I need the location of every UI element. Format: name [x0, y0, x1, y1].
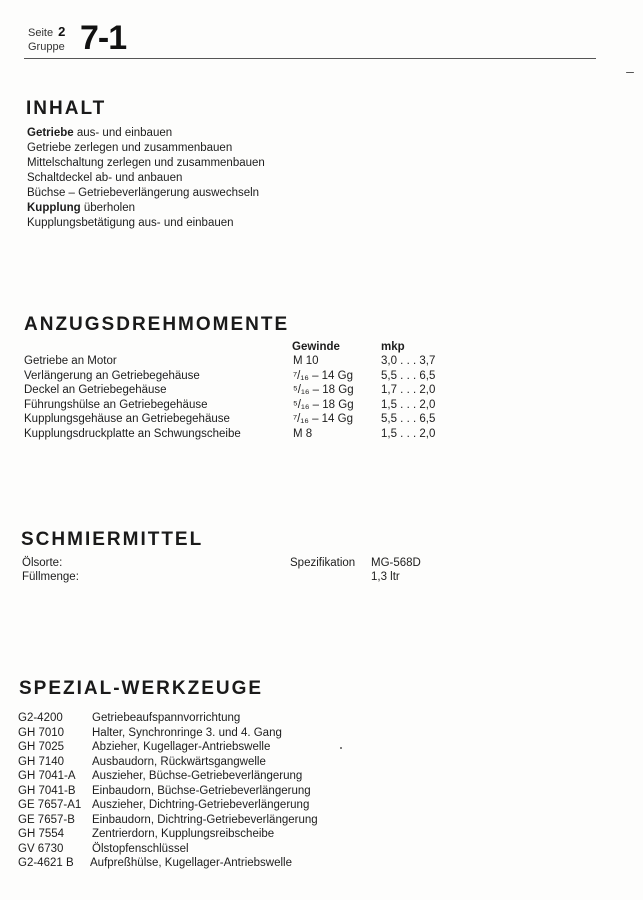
- col-header-mkp: mkp: [381, 341, 405, 353]
- group-code: 7-1: [80, 19, 127, 57]
- page-number: 2: [58, 24, 66, 39]
- table-row: Kupplungsgehäuse an Getriebegehäuse ⁷/₁₆ – 14 Gg 5,5 . . . 6,5: [24, 413, 436, 426]
- inhalt-title: INHALT: [26, 98, 107, 119]
- inhalt-item: Getriebe aus- und einbauen: [27, 127, 173, 139]
- table-row: Kupplungsdruckplatte an Schwungscheibe M 8 1,5 . . . 2,0: [24, 428, 436, 440]
- fill-amount-value: 1,3 ltr: [371, 571, 400, 583]
- scan-speck: [340, 747, 342, 749]
- tools-title: SPEZIAL-WERKZEUGE: [19, 678, 264, 699]
- torque-table: [24, 355, 624, 445]
- table-row: Getriebe an Motor M 10 3,0 . . . 3,7: [24, 355, 436, 367]
- col-header-thread: Gewinde: [292, 341, 340, 353]
- table-row: Führungshülse an Getriebegehäuse ⁵/₁₆ – 18 Gg 1,5 . . . 2,0: [24, 398, 436, 411]
- fill-amount-label: Füllmenge:: [22, 571, 79, 583]
- inhalt-item: Schaltdeckel ab- und anbauen: [27, 172, 183, 184]
- spec-value: MG-568D: [371, 557, 421, 569]
- page-label: [28, 24, 65, 39]
- table-row: Verlängerung an Getriebegehäuse ⁷/₁₆ – 14 Gg 5,5 . . . 6,5: [24, 369, 436, 382]
- tools-list: G2-4200 Getriebeaufspannvorrichtung GH 7010 Halter, Synchronringe 3. und 4. Gang GH 7025 Abzieher, Kugellager-Antriebswelle GH 7140 Ausbaudorn, Rückwärtsgangwelle GH 7041-A Auszieher, Büchse-Getriebeverlängerung GH 7041-B Einbaudorn, Büchse-Getriebeverlängerung GE 7657-A1 Auszieher, Dichtring-Getriebeverlängerung GE 7657-B Einbaudorn, Dichtring-Getriebeverlängerung GH 7554 Zentrierdorn, Kupplungsreibscheibe GV 6730 Ölstopfenschlüssel G2-4621 B Aufpreßhülse, Kugellager-Antriebswelle: [18, 712, 318, 869]
- inhalt-item: Kupplung überholen: [27, 202, 136, 214]
- inhalt-item: Kupplungsbetätigung aus- und einbauen: [27, 217, 234, 229]
- table-row: Deckel an Getriebegehäuse ⁵/₁₆ – 18 Gg 1,7 . . . 2,0: [24, 384, 436, 397]
- oil-type-label: Ölsorte:: [22, 557, 63, 569]
- spec-label: Spezifikation: [290, 557, 356, 569]
- gruppe-label: Gruppe: [28, 41, 65, 53]
- inhalt-item: Getriebe zerlegen und zusammenbauen: [27, 142, 233, 154]
- lube-title: SCHMIERMITTEL: [21, 529, 204, 550]
- seite-label: Seite: [28, 27, 54, 39]
- torque-title: ANZUGSDREHMOMENTE: [24, 314, 290, 335]
- inhalt-list: [27, 126, 265, 231]
- scan-speck: [626, 72, 634, 73]
- header-rule: [24, 58, 596, 59]
- inhalt-item: Büchse – Getriebeverlängerung auswechseln: [27, 187, 260, 199]
- inhalt-item: Mittelschaltung zerlegen und zusammenbauen: [27, 157, 265, 169]
